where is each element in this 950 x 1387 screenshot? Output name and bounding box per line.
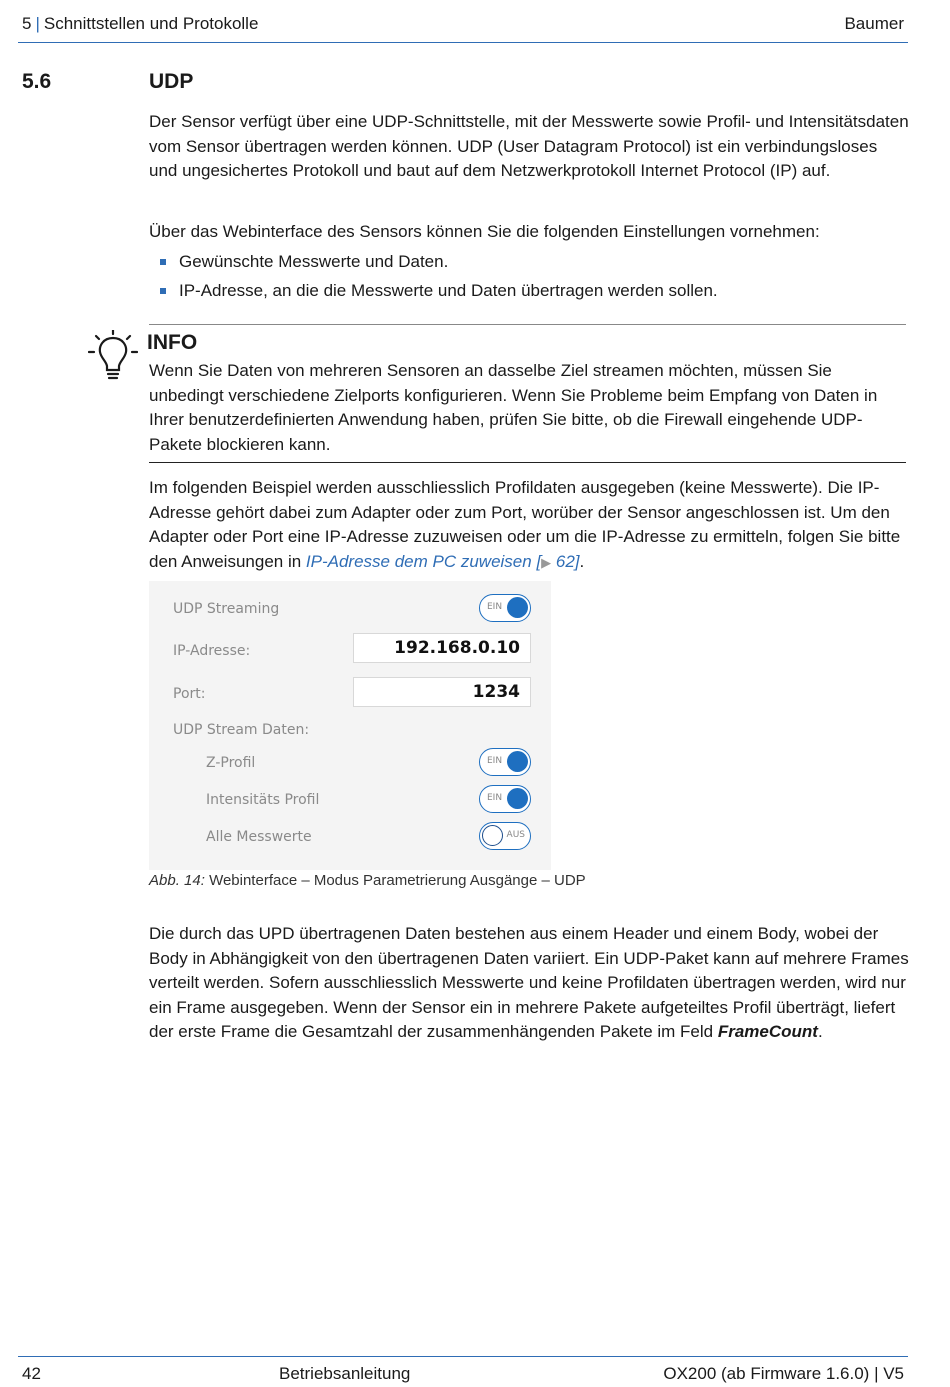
header-separator: | [35,14,40,33]
example-text: Im folgenden Beispiel werden ausschliesslich Profildaten ausgegeben (keine Messwerte). Die IP-Adresse gehört dabei zum Adapter oder zum Port, worüber der Sensor angeschlossen ist. Um den Adapter oder Port eine IP-Adresse zuzuweisen oder um die IP-Adresse zu ermitteln, folgen Sie bitte den Anweisungen in [149,478,901,571]
lightbulb-icon [88,330,138,387]
list-item: IP-Adresse, an die die Messwerte und Daten übertragen werden sollen. [149,276,909,305]
figure-number: Abb. 14: [149,872,205,889]
settings-list [149,247,909,305]
all-values-toggle[interactable] [479,822,531,850]
intensity-profile-toggle[interactable] [479,785,531,813]
settings-text: Über das Webinterface des Sensors können Sie die folgenden Einstellungen vornehmen: [149,222,820,241]
bullet-square-icon [160,288,166,294]
product-version: OX200 (ab Firmware 1.6.0) | V5 [663,1364,904,1383]
section-title: UDP [149,70,194,93]
field-name: FrameCount [717,1022,818,1041]
figure-caption-text: Webinterface – Modus Parametrierung Ausgänge – UDP [209,872,586,889]
toggle-knob [507,597,528,618]
example-paragraph: Im folgenden Beispiel werden ausschliesslich Profildaten ausgegeben (keine Messwerte). Die IP-Adresse gehört dabei zum Adapter oder zum Port, worüber der Sensor angeschlossen ist. Um den Adapter oder Port eine IP-Adresse zuzuweisen oder um die IP-Adresse zu ermitteln, folgen Sie bitte den Anweisungen in IP-Adresse dem PC zuweisen [▶ 62]. [149,478,901,571]
running-header [22,14,258,34]
all-values-label: Alle Messwerte [206,829,312,845]
udp-streaming-label: UDP Streaming [173,601,280,617]
toggle-state-text: EIN [487,602,503,612]
page-arrow-icon: ▶ [541,554,552,570]
udp-streaming-toggle[interactable] [479,594,531,622]
intro-paragraph [149,110,909,184]
settings-intro [149,220,909,305]
toggle-knob [507,751,528,772]
intensity-profile-label: Intensitäts Profil [206,792,320,808]
body-paragraph: Die durch das UPD übertragenen Daten bestehen aus einem Header und einem Body, wobei der Body in Abhängigkeit von den übertragenen Daten variiert. Ein UDP-Paket kann auf mehrere Frames verteilt werden. Sofern ausschliesslich Messwerte und keine Profildaten übertragen werden, wird nur ein Frame ausgegeben. Wenn der Sensor ein in mehrere Pakete aufgeteiltes Profil überträgt, liefert der erste Frame die Gesamtzahl der zusammenhängenden Pakete im Feld FrameCount. [149,924,909,1041]
figure-caption [149,872,586,889]
webinterface-screenshot [149,581,551,870]
info-paragraph [149,359,899,457]
page-number: 42 [22,1364,41,1383]
stream-data-label: UDP Stream Daten: [173,722,310,738]
chapter-number: 5 [22,14,32,33]
body-text: Die durch das UPD übertragenen Daten bestehen aus einem Header und einem Body, wobei der Body in Abhängigkeit von den übertragenen Daten variiert. Ein UDP-Paket kann auf mehrere Frames verteilt werden. Sofern ausschliesslich Messwerte und keine Profildaten übertragen werden, wird nur ein Frame ausgegeben. Wenn der Sensor ein in mehrere Pakete aufgeteiltes Profil überträgt, liefert der erste Frame die Gesamtzahl der zusammenhängenden Pakete im Feld [149,924,909,1041]
toggle-knob [507,788,528,809]
ip-address-input[interactable]: 192.168.0.10 [353,633,531,663]
toggle-state-text: AUS [506,830,525,840]
port-label: Port: [173,686,206,702]
info-bottom-rule [149,462,906,463]
chapter-title: Schnittstellen und Protokolle [43,14,259,33]
toggle-knob [482,825,503,846]
brand-name: Baumer [844,14,904,33]
section-number: 5.6 [22,70,52,93]
toggle-state-text: EIN [487,756,503,766]
z-profile-toggle[interactable] [479,748,531,776]
ip-address-label: IP-Adresse: [173,643,251,659]
toggle-state-text: EIN [487,793,503,803]
cross-reference-link[interactable]: IP-Adresse dem PC zuweisen [▶ 62] [305,551,580,571]
info-top-rule [149,324,906,325]
info-title: INFO [147,331,198,354]
document-type: Betriebsanleitung [279,1364,411,1383]
footer-divider [18,1356,908,1357]
info-text: Wenn Sie Daten von mehreren Sensoren an dasselbe Ziel streamen möchten, müssen Sie unbedingt verschiedene Zielports konfigurieren. Wenn Sie Probleme beim Empfang von Daten in Ihrer benutzerdefinierten Anwendung haben, prüfen Sie bitte, ob die Firewall eingehende UDP-Pakete blockieren kann. [149,361,878,454]
list-item: Gewünschte Messwerte und Daten. [149,247,909,276]
header-divider [18,42,908,43]
z-profile-label: Z-Profil [206,755,256,771]
port-input[interactable]: 1234 [353,677,531,707]
bullet-square-icon [160,259,166,265]
intro-text: Der Sensor verfügt über eine UDP-Schnittstelle, mit der Messwerte sowie Profil- und Intensitätsdaten vom Sensor übertragen werden können. UDP (User Datagram Protocol) ist ein verbindungsloses und ungesichertes Protokoll und baut auf dem Netzwerkprotokoll Internet Protocol (IP) auf. [149,112,909,180]
